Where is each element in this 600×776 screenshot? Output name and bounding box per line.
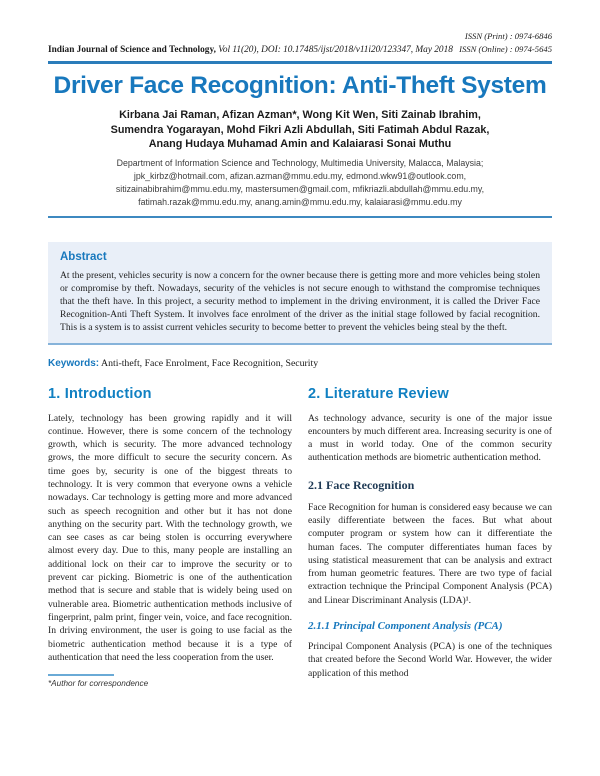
author-line: Anang Hudaya Muhamad Amin and Kalaiarasi Sonai Muthu	[148, 138, 452, 150]
page-title: Driver Face Recognition: Anti-Theft System	[53, 72, 547, 99]
header-rule	[48, 61, 552, 64]
author-list	[48, 108, 552, 152]
author-line: Sumendra Yogarayan, Mohd Fikri Azli Abdullah, Siti Fatimah Abdul Razak,	[110, 123, 490, 136]
footnote-rule	[48, 674, 114, 676]
journal-name: Indian Journal of Science and Technology,	[48, 45, 216, 55]
email-line: fatimah.razak@mmu.edu.my, anang.amin@mmu.edu.my, kalaiarasi@mmu.edu.my	[138, 196, 462, 207]
keywords-text: Anti-theft, Face Enrolment, Face Recognition, Security	[99, 357, 319, 369]
pca-paragraph: Principal Component Analysis (PCA) is one of the techniques that created before the Second World War. However, the wider application of this method	[308, 641, 552, 679]
section-heading-introduction: 1. Introduction	[48, 385, 152, 402]
abstract-body: At the present, vehicles security is now a concern for the owner because there is getting more and more vehicles being stolen or compromise by theft. Nowadays, security of the vehicles is not secure enough to withstand the compromise techniques that the theft have. In this project, a security method to implement in the driving environment, it is called the Driver Face Recognition-Anti Theft System. It involves face enrolment of the driver as the initial stage followed by facial recognition. This is a system is to assist current vehicles security to become better to prevent the vehicles being steal by the theft.	[60, 269, 540, 333]
journal-line	[48, 44, 453, 56]
section-heading-literature-review: 2. Literature Review	[308, 385, 449, 402]
abstract-box	[48, 242, 552, 345]
email-line: jpk_kirbz@hotmail.com, afizan.azman@mmu.edu.my, edmond.wkw91@outlook.com,	[133, 170, 467, 181]
issn-print: ISSN (Print) : 0974-6846	[464, 31, 552, 41]
issn-online: ISSN (Online) : 0974-5645	[459, 44, 552, 54]
right-column	[308, 386, 552, 689]
issn-block	[459, 30, 552, 56]
email-line: sitizainabibrahim@mmu.edu.my, mastersumen@gmail.com, mfikriazli.abdullah@mmu.edu.my,	[115, 183, 485, 194]
subsection-heading-face-recognition: 2.1 Face Recognition	[308, 477, 415, 492]
introduction-paragraph: Lately, technology has been growing rapidly and it will continue. However, there is some concern of the technology growth, which is security. The more advanced technology grows, the more difficult to secure the security concern. As time goes by, security is one of the biggest threats to technology. It is very common that everyone owns a vehicle nowadays. Car technology is getting more and more advanced such as speech recognition and other but it has not done anything on the security part. With the technology growth, we can see cases as car being stolen is occurring everywhere almost every day. Due to this, many people are installing an additional lock on their car to improve the security or to prevent car picking. Biometric is one of the authentication method that is secure and stable that is widely being used on vulnerable area. Biometric authentication methods inclusive of fingerprint, palm print, finger vein, voice, and face recognition. In driving environment, the user is going to use facial as the biometric authentication method because it is a type of authentication that need the less cooperation from the user.	[48, 412, 292, 663]
affiliation-line: Department of Information Science and Technology, Multimedia University, Malacca, Malaysia;	[116, 157, 484, 168]
keywords-label: Keywords:	[48, 357, 100, 369]
author-line: Kirbana Jai Raman, Afizan Azman*, Wong Kit Wen, Siti Zainab Ibrahim,	[119, 109, 481, 121]
keywords-line	[48, 358, 552, 369]
left-column	[48, 386, 292, 689]
subsubsection-heading-pca: 2.1.1 Principal Component Analysis (PCA)	[308, 620, 503, 633]
content-columns	[48, 386, 552, 689]
separator-rule	[48, 216, 552, 218]
abstract-heading: Abstract	[60, 250, 107, 263]
journal-meta: Vol 11(20), DOI: 10.17485/ijst/2018/v11i20/123347, May 2018	[215, 45, 453, 55]
journal-header	[48, 30, 552, 56]
literature-review-paragraph: As technology advance, security is one of the major issue encounters by much different area. Increasing security is one of a must in world today. One of the common security authentication methods are biometric authentication method.	[308, 412, 552, 464]
face-recognition-paragraph: Face Recognition for human is considered easy because we can easily differentiate between the faces. But what about computer program or system how can it differentiate the human faces. The computer differentiates human faces by using statistical measurement that can be analysis and extract from human geometric features. There are two type of facial extraction technique the Principal Component Analysis (PCA) and Linear Discriminant Analysis (LDA)¹.	[308, 501, 552, 606]
affiliation-block	[48, 157, 552, 209]
correspondence-footnote: *Author for correspondence	[48, 679, 149, 689]
